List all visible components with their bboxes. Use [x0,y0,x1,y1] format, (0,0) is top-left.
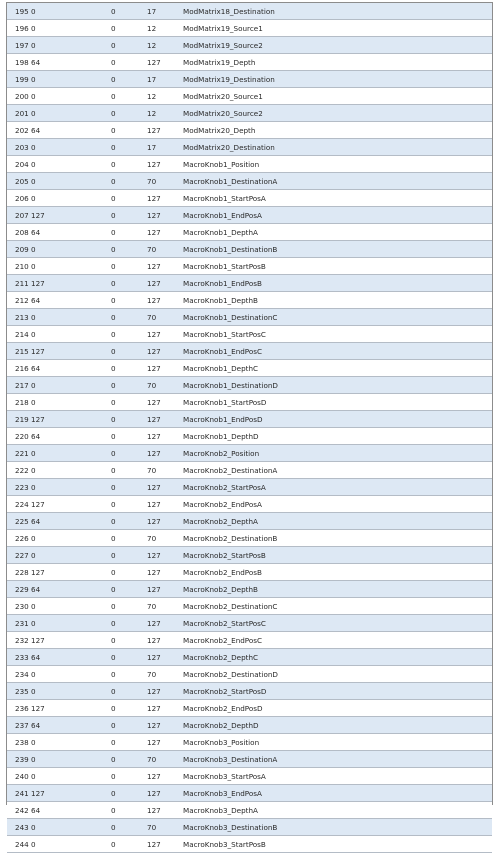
param-max-cell: 12 [147,37,183,54]
param-name-cell: MacroKnob1_DepthD [183,428,492,445]
param-min-cell: 0 [111,479,147,496]
param-max-cell: 70 [147,598,183,615]
table-row [7,54,492,71]
param-min-cell: 0 [111,751,147,768]
param-min-cell: 0 [111,173,147,190]
param-min-cell: 0 [111,292,147,309]
param-index-default-cell: 217 0 [7,377,111,394]
table-row [7,411,492,428]
param-index-default-cell: 210 0 [7,258,111,275]
table-row [7,700,492,717]
table-row [7,20,492,37]
table-row [7,802,492,819]
table-row [7,377,492,394]
param-min-cell: 0 [111,360,147,377]
param-min-cell: 0 [111,547,147,564]
table-row [7,428,492,445]
param-index-default-cell: 197 0 [7,37,111,54]
param-index-default-cell: 229 64 [7,581,111,598]
param-name-cell: ModMatrix20_Destination [183,139,492,156]
param-min-cell: 0 [111,802,147,819]
param-max-cell: 127 [147,836,183,853]
param-name-cell: MacroKnob2_EndPosC [183,632,492,649]
param-min-cell: 0 [111,122,147,139]
param-min-cell: 0 [111,734,147,751]
param-name-cell: MacroKnob1_DestinationD [183,377,492,394]
param-min-cell: 0 [111,139,147,156]
param-max-cell: 127 [147,547,183,564]
table-row [7,241,492,258]
param-min-cell: 0 [111,598,147,615]
param-index-default-cell: 208 64 [7,224,111,241]
param-max-cell: 17 [147,139,183,156]
param-index-default-cell: 238 0 [7,734,111,751]
param-index-default-cell: 225 64 [7,513,111,530]
param-name-cell: MacroKnob2_StartPosB [183,547,492,564]
table-row [7,122,492,139]
param-min-cell: 0 [111,326,147,343]
param-max-cell: 127 [147,785,183,802]
param-index-default-cell: 227 0 [7,547,111,564]
param-min-cell: 0 [111,275,147,292]
param-name-cell: MacroKnob1_EndPosD [183,411,492,428]
table-row [7,360,492,377]
param-name-cell: MacroKnob2_StartPosD [183,683,492,700]
param-name-cell: MacroKnob2_EndPosB [183,564,492,581]
param-index-default-cell: 234 0 [7,666,111,683]
param-max-cell: 127 [147,615,183,632]
param-max-cell: 17 [147,3,183,20]
param-max-cell: 70 [147,666,183,683]
param-min-cell: 0 [111,105,147,122]
table-row [7,632,492,649]
table-row [7,190,492,207]
table-row [7,598,492,615]
table-row [7,479,492,496]
param-min-cell: 0 [111,309,147,326]
param-name-cell: MacroKnob3_StartPosB [183,836,492,853]
param-min-cell: 0 [111,71,147,88]
param-name-cell: MacroKnob2_DestinationC [183,598,492,615]
param-max-cell: 127 [147,190,183,207]
table-row [7,37,492,54]
param-name-cell: MacroKnob1_EndPosA [183,207,492,224]
param-name-cell: MacroKnob2_EndPosD [183,700,492,717]
param-index-default-cell: 244 0 [7,836,111,853]
table-row [7,836,492,853]
param-max-cell: 127 [147,122,183,139]
param-index-default-cell: 201 0 [7,105,111,122]
param-name-cell: MacroKnob2_DepthC [183,649,492,666]
param-max-cell: 127 [147,207,183,224]
param-index-default-cell: 226 0 [7,530,111,547]
param-index-default-cell: 219 127 [7,411,111,428]
table-row [7,139,492,156]
param-name-cell: MacroKnob1_DestinationB [183,241,492,258]
param-name-cell: ModMatrix19_Source1 [183,20,492,37]
param-max-cell: 127 [147,428,183,445]
param-index-default-cell: 237 64 [7,717,111,734]
parameter-table-body [7,3,492,853]
param-max-cell: 17 [147,71,183,88]
param-max-cell: 127 [147,411,183,428]
param-max-cell: 127 [147,802,183,819]
param-name-cell: MacroKnob2_DestinationD [183,666,492,683]
param-min-cell: 0 [111,343,147,360]
table-row [7,581,492,598]
param-index-default-cell: 213 0 [7,309,111,326]
param-index-default-cell: 215 127 [7,343,111,360]
param-max-cell: 12 [147,105,183,122]
param-name-cell: MacroKnob2_StartPosA [183,479,492,496]
parameter-table [7,3,492,853]
param-name-cell: MacroKnob3_StartPosA [183,768,492,785]
param-max-cell: 127 [147,326,183,343]
param-min-cell: 0 [111,649,147,666]
param-index-default-cell: 224 127 [7,496,111,513]
param-min-cell: 0 [111,377,147,394]
param-name-cell: MacroKnob1_DepthC [183,360,492,377]
param-min-cell: 0 [111,632,147,649]
param-name-cell: MacroKnob2_DepthB [183,581,492,598]
param-min-cell: 0 [111,717,147,734]
param-max-cell: 70 [147,751,183,768]
param-index-default-cell: 241 127 [7,785,111,802]
param-name-cell: MacroKnob3_Position [183,734,492,751]
param-index-default-cell: 207 127 [7,207,111,224]
table-row [7,105,492,122]
param-min-cell: 0 [111,785,147,802]
param-min-cell: 0 [111,564,147,581]
param-index-default-cell: 240 0 [7,768,111,785]
table-row [7,445,492,462]
param-name-cell: MacroKnob3_DepthA [183,802,492,819]
table-row [7,71,492,88]
param-max-cell: 127 [147,258,183,275]
param-min-cell: 0 [111,496,147,513]
param-min-cell: 0 [111,3,147,20]
param-name-cell: MacroKnob1_DepthB [183,292,492,309]
param-max-cell: 127 [147,513,183,530]
param-min-cell: 0 [111,666,147,683]
table-row [7,3,492,20]
param-index-default-cell: 231 0 [7,615,111,632]
param-name-cell: MacroKnob1_EndPosC [183,343,492,360]
param-name-cell: MacroKnob3_DestinationB [183,819,492,836]
param-name-cell: MacroKnob2_EndPosA [183,496,492,513]
param-name-cell: MacroKnob1_StartPosA [183,190,492,207]
param-min-cell: 0 [111,156,147,173]
param-min-cell: 0 [111,428,147,445]
param-max-cell: 127 [147,343,183,360]
table-row [7,666,492,683]
param-index-default-cell: 220 64 [7,428,111,445]
param-index-default-cell: 209 0 [7,241,111,258]
table-row [7,394,492,411]
param-index-default-cell: 202 64 [7,122,111,139]
param-max-cell: 127 [147,496,183,513]
param-index-default-cell: 223 0 [7,479,111,496]
param-name-cell: ModMatrix20_Source2 [183,105,492,122]
param-index-default-cell: 211 127 [7,275,111,292]
param-max-cell: 127 [147,224,183,241]
param-index-default-cell: 195 0 [7,3,111,20]
param-name-cell: MacroKnob1_StartPosD [183,394,492,411]
param-min-cell: 0 [111,88,147,105]
table-row [7,224,492,241]
param-min-cell: 0 [111,241,147,258]
param-max-cell: 127 [147,683,183,700]
param-index-default-cell: 196 0 [7,20,111,37]
param-max-cell: 70 [147,241,183,258]
table-row [7,207,492,224]
param-min-cell: 0 [111,20,147,37]
param-min-cell: 0 [111,836,147,853]
param-max-cell: 70 [147,173,183,190]
param-min-cell: 0 [111,411,147,428]
table-row [7,717,492,734]
param-min-cell: 0 [111,445,147,462]
param-min-cell: 0 [111,615,147,632]
param-index-default-cell: 243 0 [7,819,111,836]
param-max-cell: 127 [147,564,183,581]
param-index-default-cell: 199 0 [7,71,111,88]
param-min-cell: 0 [111,530,147,547]
param-max-cell: 127 [147,734,183,751]
param-max-cell: 127 [147,717,183,734]
param-name-cell: MacroKnob1_DestinationA [183,173,492,190]
param-index-default-cell: 222 0 [7,462,111,479]
table-row [7,88,492,105]
param-index-default-cell: 198 64 [7,54,111,71]
param-name-cell: ModMatrix20_Source1 [183,88,492,105]
parameter-table-container [6,2,493,849]
param-index-default-cell: 235 0 [7,683,111,700]
param-min-cell: 0 [111,258,147,275]
param-min-cell: 0 [111,207,147,224]
param-index-default-cell: 214 0 [7,326,111,343]
param-name-cell: MacroKnob1_Position [183,156,492,173]
param-index-default-cell: 212 64 [7,292,111,309]
param-min-cell: 0 [111,37,147,54]
table-row [7,547,492,564]
param-index-default-cell: 221 0 [7,445,111,462]
table-row [7,326,492,343]
param-max-cell: 127 [147,445,183,462]
param-min-cell: 0 [111,700,147,717]
param-name-cell: MacroKnob2_DepthA [183,513,492,530]
param-min-cell: 0 [111,819,147,836]
param-max-cell: 127 [147,479,183,496]
param-max-cell: 127 [147,768,183,785]
param-max-cell: 127 [147,581,183,598]
param-name-cell: ModMatrix20_Depth [183,122,492,139]
table-row [7,683,492,700]
param-name-cell: MacroKnob1_StartPosB [183,258,492,275]
param-index-default-cell: 204 0 [7,156,111,173]
param-min-cell: 0 [111,224,147,241]
table-row [7,462,492,479]
param-max-cell: 12 [147,88,183,105]
table-row [7,496,492,513]
param-name-cell: MacroKnob2_DepthD [183,717,492,734]
table-row [7,173,492,190]
table-row [7,275,492,292]
param-max-cell: 127 [147,360,183,377]
table-row [7,785,492,802]
param-max-cell: 12 [147,20,183,37]
table-row [7,258,492,275]
param-index-default-cell: 242 64 [7,802,111,819]
param-min-cell: 0 [111,190,147,207]
table-row [7,292,492,309]
param-index-default-cell: 200 0 [7,88,111,105]
table-row [7,649,492,666]
param-name-cell: MacroKnob2_DestinationB [183,530,492,547]
param-min-cell: 0 [111,768,147,785]
param-index-default-cell: 216 64 [7,360,111,377]
param-max-cell: 127 [147,632,183,649]
param-min-cell: 0 [111,513,147,530]
table-row [7,564,492,581]
table-row [7,343,492,360]
param-min-cell: 0 [111,462,147,479]
param-index-default-cell: 203 0 [7,139,111,156]
param-name-cell: MacroKnob2_StartPosC [183,615,492,632]
param-index-default-cell: 236 127 [7,700,111,717]
param-index-default-cell: 206 0 [7,190,111,207]
param-max-cell: 127 [147,292,183,309]
param-name-cell: MacroKnob1_EndPosB [183,275,492,292]
param-name-cell: MacroKnob3_DestinationA [183,751,492,768]
param-min-cell: 0 [111,581,147,598]
param-name-cell: MacroKnob1_DestinationC [183,309,492,326]
param-name-cell: ModMatrix19_Depth [183,54,492,71]
param-max-cell: 70 [147,377,183,394]
param-min-cell: 0 [111,54,147,71]
param-max-cell: 70 [147,309,183,326]
param-max-cell: 127 [147,700,183,717]
param-name-cell: ModMatrix19_Source2 [183,37,492,54]
param-name-cell: MacroKnob1_DepthA [183,224,492,241]
param-index-default-cell: 218 0 [7,394,111,411]
table-row [7,819,492,836]
param-index-default-cell: 239 0 [7,751,111,768]
param-index-default-cell: 205 0 [7,173,111,190]
table-row [7,156,492,173]
param-name-cell: MacroKnob1_StartPosC [183,326,492,343]
param-min-cell: 0 [111,683,147,700]
param-name-cell: ModMatrix19_Destination [183,71,492,88]
table-row [7,751,492,768]
param-index-default-cell: 228 127 [7,564,111,581]
table-row [7,309,492,326]
param-max-cell: 70 [147,462,183,479]
table-row [7,530,492,547]
param-max-cell: 70 [147,819,183,836]
param-max-cell: 127 [147,54,183,71]
param-name-cell: MacroKnob3_EndPosA [183,785,492,802]
table-row [7,734,492,751]
param-name-cell: MacroKnob2_DestinationA [183,462,492,479]
param-max-cell: 127 [147,649,183,666]
table-row [7,768,492,785]
param-max-cell: 127 [147,394,183,411]
table-row [7,513,492,530]
param-index-default-cell: 232 127 [7,632,111,649]
param-name-cell: ModMatrix18_Destination [183,3,492,20]
param-max-cell: 127 [147,156,183,173]
param-max-cell: 127 [147,275,183,292]
param-index-default-cell: 230 0 [7,598,111,615]
param-name-cell: MacroKnob2_Position [183,445,492,462]
param-index-default-cell: 233 64 [7,649,111,666]
param-min-cell: 0 [111,394,147,411]
param-max-cell: 70 [147,530,183,547]
table-row [7,615,492,632]
